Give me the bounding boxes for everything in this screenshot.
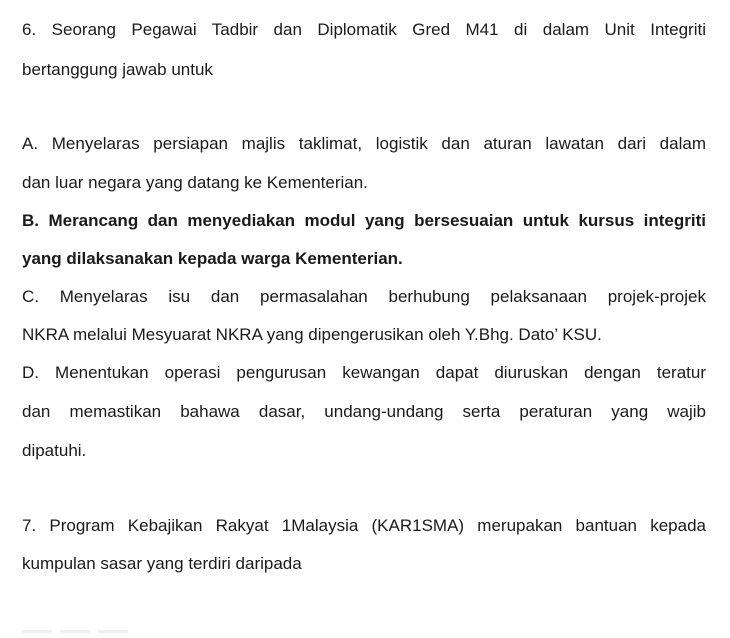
option-d-line-1: D. Menentukan operasi pengurusan kewangan dapat diuruskan dengan teratur <box>22 363 706 382</box>
question-6-line-1: 6. Seorang Pegawai Tadbir dan Diplomatik Gred M41 di dalam Unit Integriti <box>22 20 706 39</box>
option-d-line-3: dipatuhi. <box>22 441 87 460</box>
option-a-line-1: A. Menyelaras persiapan majlis taklimat, logistik dan aturan lawatan dari dalam <box>22 134 706 153</box>
option-d-line-2: dan memastikan bahawa dasar, undang-undang serta peraturan yang wajib <box>22 402 706 421</box>
question-6-line-2: bertanggung jawab untuk <box>22 60 213 79</box>
option-b-line-1: B. Merancang dan menyediakan modul yang bersesuaian untuk kursus integriti <box>22 211 706 230</box>
option-a-line-2: dan luar negara yang datang ke Kementerian. <box>22 173 368 192</box>
option-b-line-2: yang dilaksanakan kepada warga Kementerian. <box>22 249 403 268</box>
option-c-line-1: C. Menyelaras isu dan permasalahan berhubung pelaksanaan projek-projek <box>22 287 706 306</box>
option-c-line-2: NKRA melalui Mesyuarat NKRA yang dipengerusikan oleh Y.Bhg. Dato’ KSU. <box>22 325 602 344</box>
question-7-line-1: 7. Program Kebajikan Rakyat 1Malaysia (KAR1SMA) merupakan bantuan kepada <box>22 516 706 535</box>
question-7-line-2: kumpulan sasar yang terdiri daripada <box>22 554 302 573</box>
cut-off-text-fragment <box>22 620 142 628</box>
